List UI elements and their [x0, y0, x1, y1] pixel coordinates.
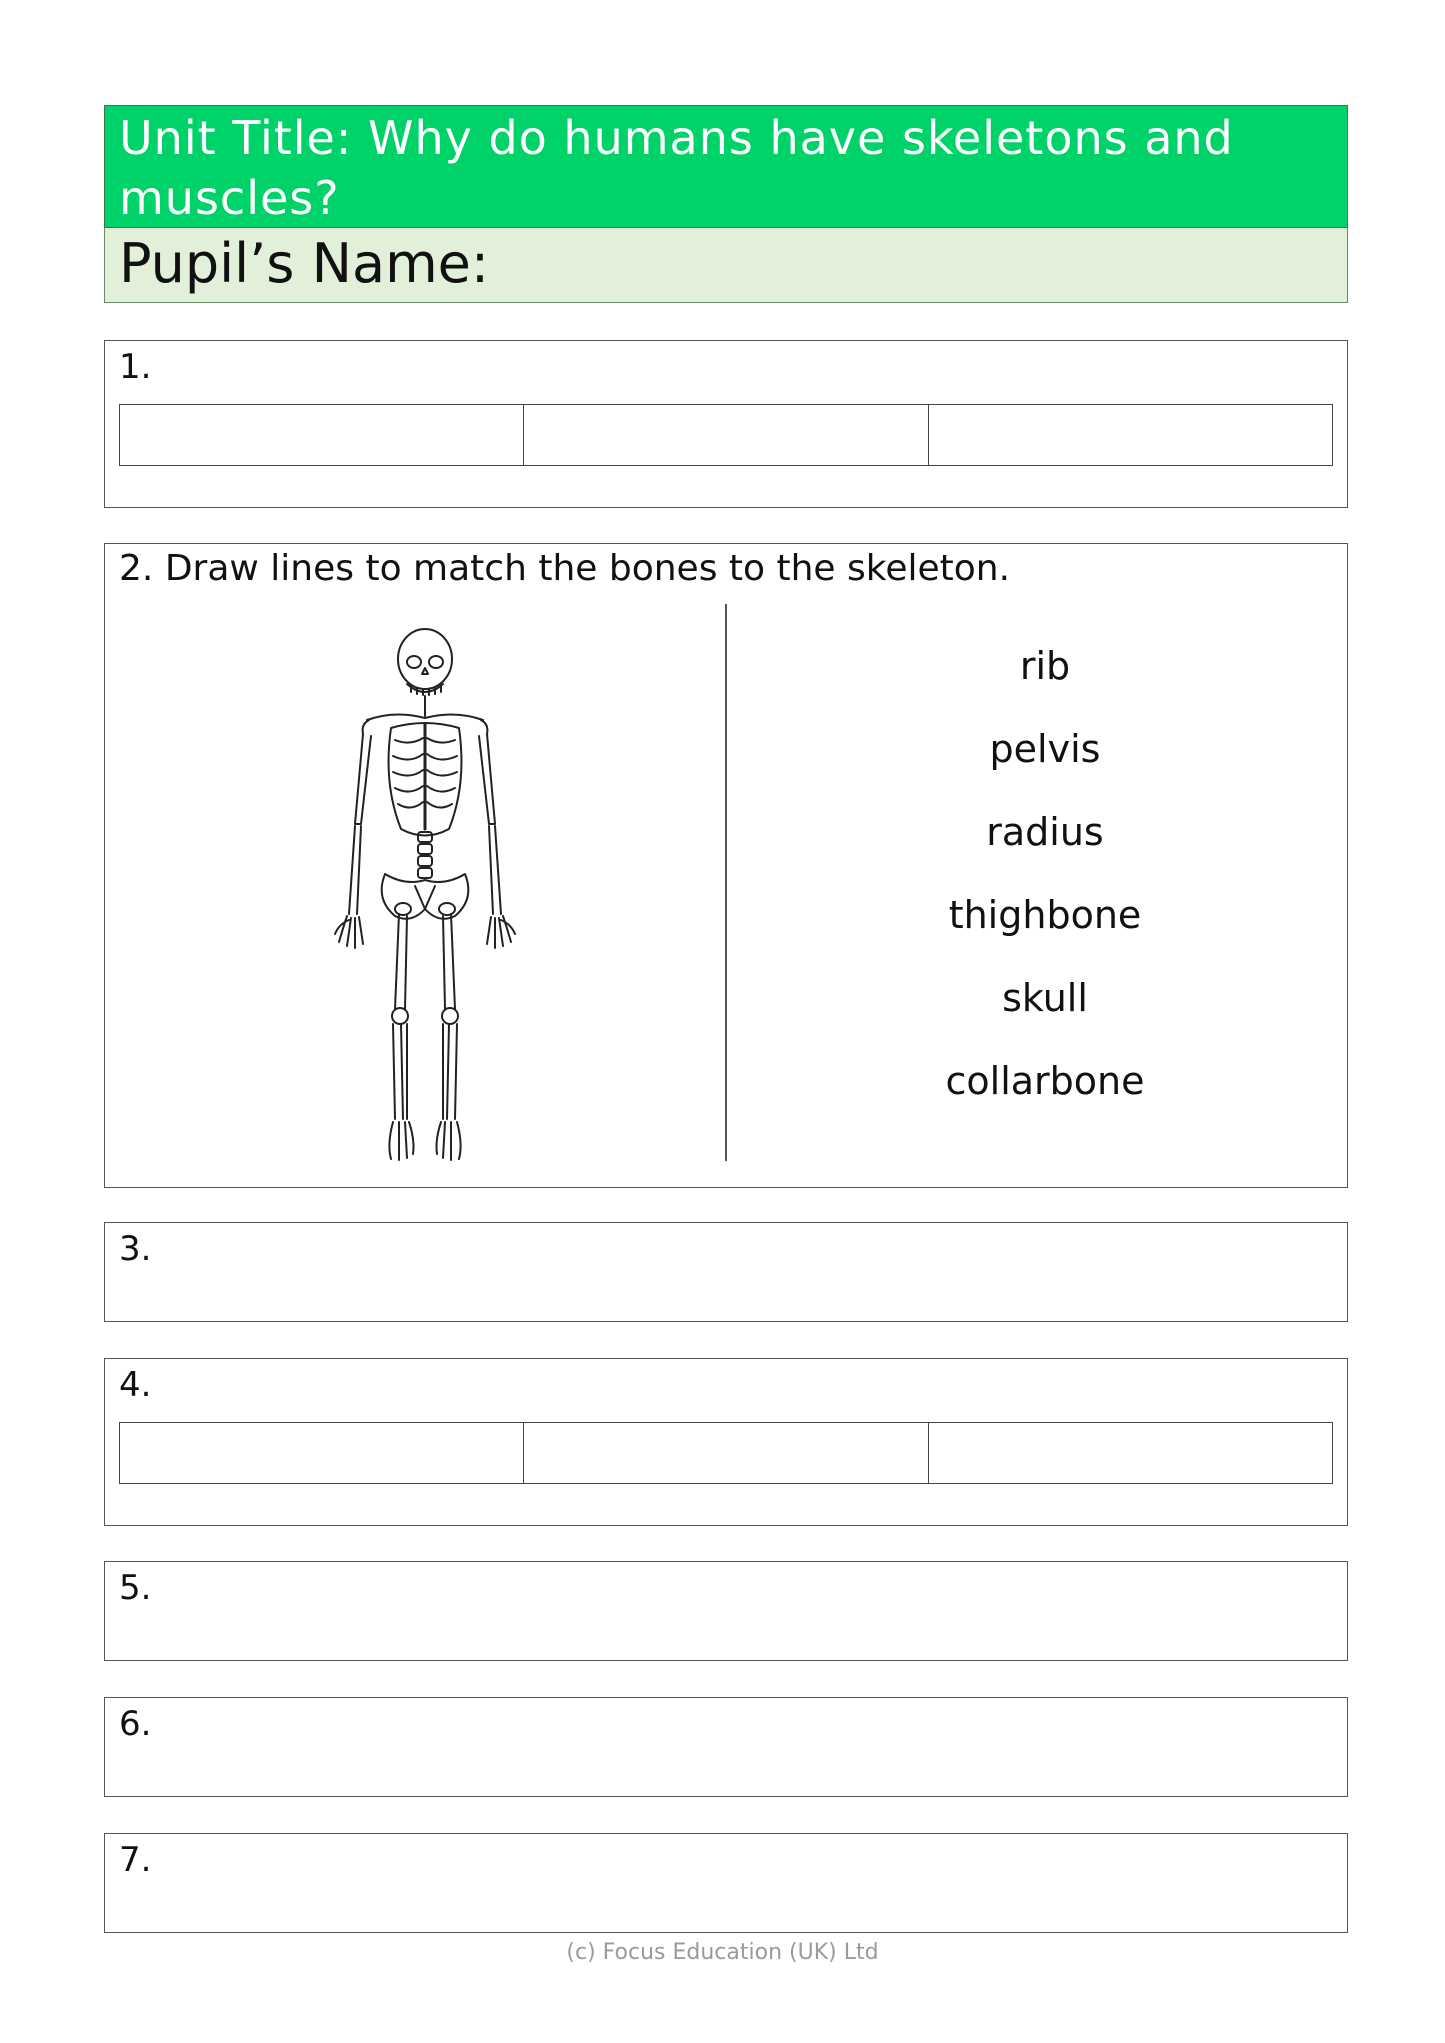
- question-1-box: [104, 340, 1348, 508]
- question-2-prompt: [119, 548, 1010, 589]
- question-number: 4.: [119, 1365, 152, 1405]
- bone-word: rib: [1019, 644, 1071, 688]
- answer-row: [119, 1422, 1333, 1484]
- question-number: 7.: [119, 1840, 152, 1880]
- question-3-box[interactable]: [104, 1222, 1348, 1322]
- bone-word: collarbone: [945, 1059, 1145, 1103]
- answer-cell[interactable]: [929, 404, 1333, 466]
- pupil-name-label: Pupil’s Name:: [119, 232, 490, 295]
- question-number: 6.: [119, 1704, 152, 1744]
- question-7-box[interactable]: [104, 1833, 1348, 1933]
- answer-cell[interactable]: [119, 404, 524, 466]
- bone-word: radius: [986, 810, 1104, 854]
- question-4-box: [104, 1358, 1348, 1526]
- copyright-footer: (c) Focus Education (UK) Ltd: [566, 1940, 879, 1965]
- answer-cell[interactable]: [929, 1422, 1333, 1484]
- question-5-box[interactable]: [104, 1561, 1348, 1661]
- unit-title-bar: [104, 105, 1348, 228]
- bone-word: skull: [1002, 976, 1088, 1020]
- column-divider: [725, 604, 727, 1161]
- answer-cell[interactable]: [524, 404, 928, 466]
- question-number: 5.: [119, 1568, 152, 1608]
- question-prompt: Draw lines to match the bones to the skeleton.: [164, 548, 1011, 589]
- question-number: 1.: [119, 347, 152, 387]
- bone-word: pelvis: [989, 727, 1101, 771]
- answer-cell[interactable]: [119, 1422, 524, 1484]
- answer-cell[interactable]: [524, 1422, 928, 1484]
- skeleton-illustration: [305, 624, 545, 1164]
- question-number: 2.: [119, 548, 154, 589]
- pupil-name-bar: [104, 228, 1348, 303]
- question-6-box[interactable]: [104, 1697, 1348, 1797]
- question-number: 3.: [119, 1229, 152, 1269]
- unit-title: Unit Title: Why do humans have skeletons and muscles?: [119, 111, 1234, 225]
- bone-word: thighbone: [948, 893, 1142, 937]
- question-2-box: [104, 543, 1348, 1188]
- answer-row: [119, 404, 1333, 466]
